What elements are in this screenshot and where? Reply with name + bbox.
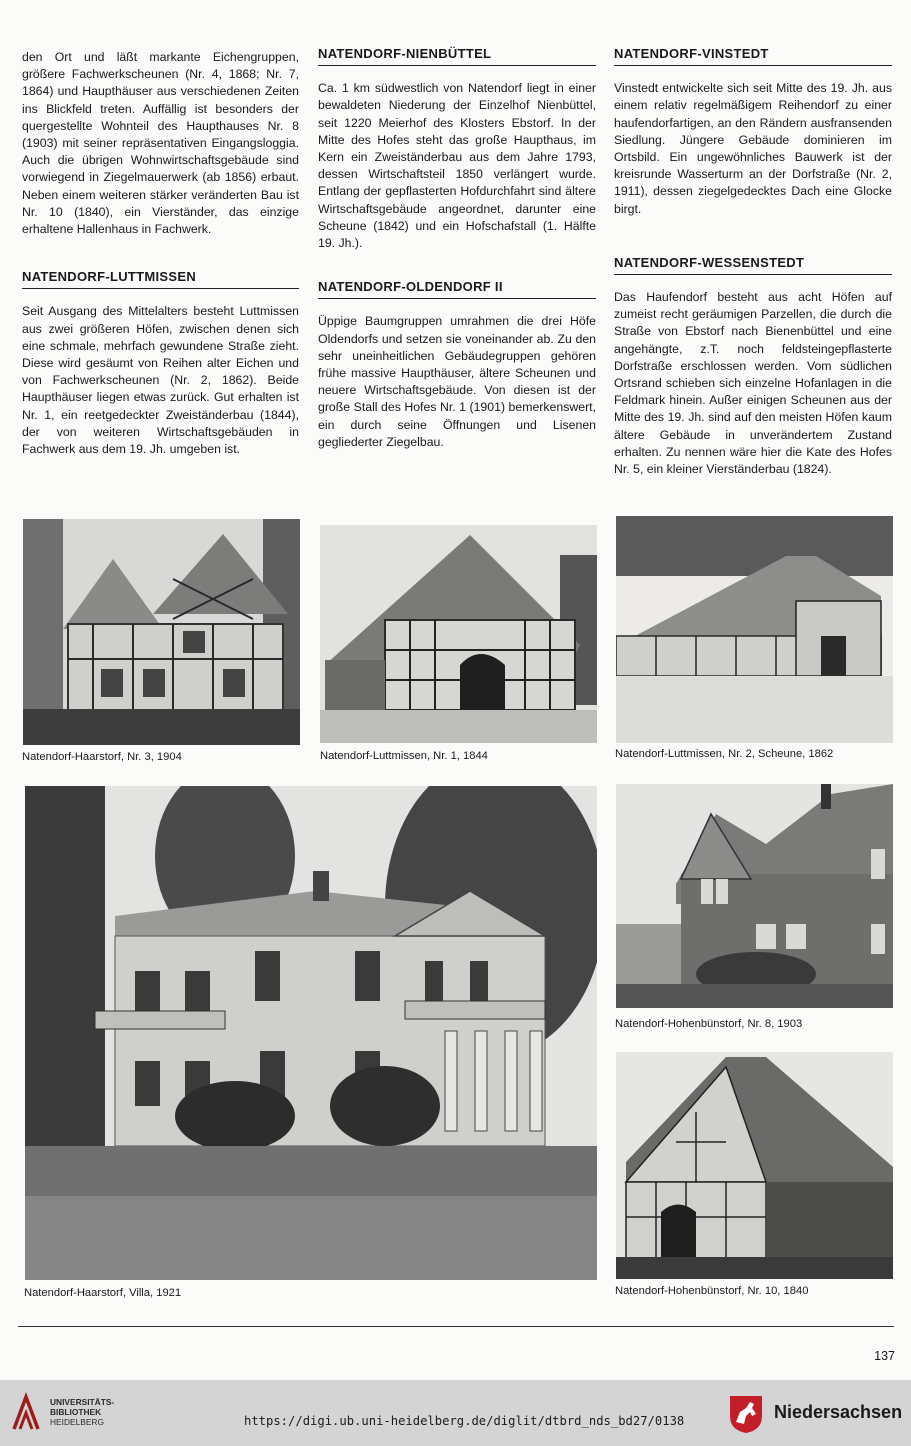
photo-haarstorf-nr3 [23, 519, 300, 745]
heading-nienbuettel: NATENDORF-NIENBÜTTEL [318, 45, 596, 66]
intro-paragraph: den Ort und läßt markante Eichengruppen, größere Fachwerkscheunen (Nr. 4, 1868; Nr. 7, 1864) und Haupthäuser aus verschiedenen Zeiten ins Blickfeld treten. Auffällig ist besonders der quergestellte Wohnteil des Haupthauses Nr. 8 (1903) mit seiner repräsentativen Eingangsloggia. Auch die übrigen Wohnwirtschaftsgebäude sind vorwiegend in Ziegelmauerwerk (ab 1856) erbaut. Neben einem weiteren stärker veränderten Bau ist Nr. 10 (1840), ein Vierständer, das einzige erhaltene Hallenhaus in Fachwerk. [22, 50, 299, 237]
library-line-1: UNIVERSITÄTS- [50, 1397, 115, 1407]
caption-photo-4: Natendorf-Haarstorf, Villa, 1921 [24, 1287, 182, 1299]
university-library-name [50, 1397, 114, 1427]
library-line-3: HEIDELBERG [50, 1417, 104, 1427]
text-column-1 [22, 49, 299, 458]
photo-luttmissen-nr1 [320, 525, 597, 743]
text-column-3 [614, 45, 892, 478]
niedersachsen-horse-icon[interactable] [726, 1394, 766, 1434]
viewer-footer [0, 1380, 911, 1446]
caption-photo-3: Natendorf-Luttmissen, Nr. 2, Scheune, 1862 [615, 748, 834, 760]
photo-hohenbuenstorf-nr8 [616, 784, 893, 1008]
heading-vinstedt: NATENDORF-VINSTEDT [614, 45, 892, 66]
oldendorf-paragraph: Üppige Baumgruppen umrahmen die drei Höfe Oldendorfs und setzen sie voneinander ab. Zu den sehr uneinheitlichen Gebäudegruppen gehören frühe massive Haupthäuser, ältere Scheunen und neuere Wirtschaftsgebäude. Von diesen ist der große Stall des Hofes Nr. 1 (1901) bemerkenswert, ein durch seine Öffnungen und Lisenen gegliederter Ziegelbau. [318, 314, 596, 449]
photo-haarstorf-villa [25, 786, 597, 1280]
nienbuettel-paragraph: Ca. 1 km südwestlich von Natendorf liegt in einer bewaldeten Niederung der Einzelhof Nienbüttel, seit 1220 Meierhof des Klosters Ebstorf. In der Mitte des Hofes steht das große Haupthaus, im Kern ein Zweiständerbau aus dem Jahre 1793, dessen Wirtschaftsteil 1850 verlängert wurde. Entlang der gepflasterten Hofdurchfahrt sind ältere Wirtschaftsgebäude angeordnet, darunter eine Scheune (1842) und ein Hofschafstall (1. Hälfte 19. Jh.). [318, 81, 596, 251]
permalink-url[interactable]: https://digi.ub.uni-heidelberg.de/diglit/dtbrd_nds_bd27/0138 [244, 1414, 685, 1428]
caption-photo-1: Natendorf-Haarstorf, Nr. 3, 1904 [22, 751, 182, 763]
page-number: 137 [874, 1349, 895, 1363]
vinstedt-paragraph: Vinstedt entwickelte sich seit Mitte des 19. Jh. aus einem relativ regelmäßigem Reihendorf zu einer haufendorfartigen, an den Rändern ausfransenden Siedlung. Jüngere Gebäude dominieren im Ortsbild. Ein ungewöhnliches Bauwerk ist der kreisrunde Wasserturm an der Dorfstraße (Nr. 2, 1911), dessen ziegelgedecktes Dach eine Glocke birgt. [614, 81, 892, 216]
photo-luttmissen-scheune [616, 516, 893, 743]
heading-oldendorf: NATENDORF-OLDENDORF II [318, 278, 596, 299]
heading-wessenstedt: NATENDORF-WESSENSTEDT [614, 254, 892, 275]
caption-photo-2: Natendorf-Luttmissen, Nr. 1, 1844 [320, 750, 488, 762]
caption-photo-5: Natendorf-Hohenbünstorf, Nr. 8, 1903 [615, 1018, 803, 1030]
caption-photo-6: Natendorf-Hohenbünstorf, Nr. 10, 1840 [615, 1285, 809, 1297]
university-library-logo-icon[interactable] [10, 1391, 42, 1433]
state-name: Niedersachsen [774, 1402, 903, 1422]
luttmissen-paragraph: Seit Ausgang des Mittelalters besteht Luttmissen aus zwei größeren Höfen, zwischen denen sich eine schmale, mehrfach gewundene Straße zieht. Diese wird gesäumt von Reihen alter Eichen und von Fachwerkscheunen (Nr. 2, 1862). Beide Haupthäuser liegen etwas zurück. Gut erhalten ist Nr. 1, ein reetgedeckter Zweiständerbau (1844), der von weiteren Wirtschaftsgebäuden in Fachwerk aus dem 19. Jh. umgeben ist. [22, 304, 299, 457]
bottom-rule [18, 1326, 894, 1327]
wessenstedt-paragraph: Das Haufendorf besteht aus acht Höfen auf zumeist recht geräumigen Parzellen, die durch die Straße von Ebstorf nach Bienenbüttel und eine angehängte, z.T. noch feldsteingepflasterte Dorfstraße erschlossen werden. Vom südlichen Ortsrand schieben sich einzelne Hofanlagen in die Feldmark hinein. Außer einigen Scheunen aus der Mitte des 19. Jh. sind auf den meisten Höfen kaum ältere Gebäude in unverändertem Zustand erhalten. Zu nennen wäre hier die Kate des Hofes Nr. 5, ein kleiner Vierständerbau (1824). [614, 290, 892, 477]
heading-luttmissen: NATENDORF-LUTTMISSEN [22, 268, 299, 289]
text-column-2 [318, 45, 596, 451]
photo-hohenbuenstorf-nr10 [616, 1052, 893, 1279]
library-line-2: BIBLIOTHEK [50, 1407, 102, 1417]
